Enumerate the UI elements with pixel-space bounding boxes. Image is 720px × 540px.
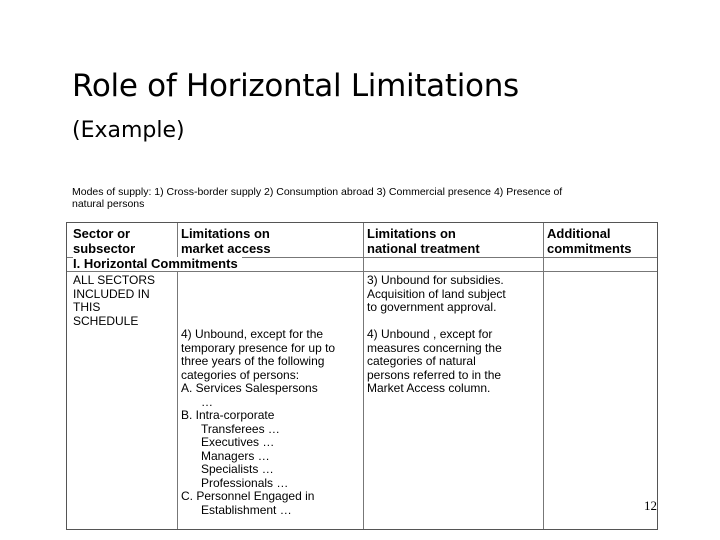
section-title: I. Horizontal Commitments [73, 257, 242, 271]
ma-mode4-line: Establishment … [201, 502, 292, 517]
ma-mode4-line: Managers … [201, 448, 270, 463]
ma-mode4-line: Professionals … [201, 475, 289, 490]
nt-mode4-line: 4) Unbound , except for [367, 327, 493, 341]
page-number: 12 [644, 498, 657, 513]
modes-line-2: natural persons [72, 198, 145, 210]
column-divider [543, 223, 544, 529]
header-sector-line: Sector or [73, 226, 131, 241]
ma-mode4-cell [181, 328, 335, 517]
nt-mode4-line: measures concerning the [367, 340, 502, 355]
nt-mode3-cell [367, 274, 506, 315]
header-additional-line: commitments [547, 241, 632, 256]
schedule-table [66, 222, 658, 530]
ma-mode4-line: … [201, 394, 213, 409]
sector-line: ALL SECTORS [73, 273, 156, 287]
slide-title: Role of Horizontal Limitations [72, 68, 519, 104]
ma-mode4-line: Transferees … [201, 421, 280, 436]
nt-mode3-line: Acquisition of land subject [367, 286, 506, 301]
nt-mode4-line: persons referred to in the [367, 367, 502, 382]
modes-line-1: Modes of supply: 1) Cross-border supply 2) Consumption abroad 3) Commercial presence 4) Presence of [72, 186, 563, 198]
header-additional-line: Additional [547, 226, 611, 241]
ma-mode4-line: temporary presence for up to [181, 340, 336, 355]
slide-subtitle: (Example) [72, 118, 185, 143]
nt-mode4-line: categories of natural [367, 354, 476, 368]
ma-mode4-line: categories of persons: [181, 367, 300, 382]
header-national-treatment [367, 226, 480, 256]
header-national-treatment-line: national treatment [367, 241, 480, 256]
modes-of-supply [72, 186, 662, 210]
header-national-treatment-line: Limitations on [367, 226, 456, 241]
sector-line: THIS [73, 300, 101, 314]
ma-mode4-line: C. Personnel Engaged in [181, 489, 315, 503]
ma-mode4-line: 4) Unbound, except for the [181, 327, 324, 341]
nt-mode3-line: 3) Unbound for subsidies. [367, 273, 504, 287]
ma-mode4-line: A. Services Salespersons [181, 381, 318, 395]
header-additional-commitments [547, 226, 632, 256]
nt-mode4-line: Market Access column. [367, 381, 491, 395]
sector-cell [73, 274, 155, 328]
header-sector [73, 226, 135, 256]
header-market-access-line: Limitations on [181, 226, 270, 241]
header-sector-line: subsector [73, 241, 136, 256]
row-divider [67, 271, 657, 272]
ma-mode4-line: three years of the following [181, 354, 325, 368]
header-market-access [181, 226, 271, 256]
sector-line: INCLUDED IN [73, 286, 150, 301]
ma-mode4-line: B. Intra-corporate [181, 408, 275, 422]
ma-mode4-line: Specialists … [201, 462, 274, 476]
column-divider [363, 223, 364, 529]
nt-mode4-cell [367, 328, 502, 396]
ma-mode4-line: Executives … [201, 435, 275, 449]
sector-line: SCHEDULE [73, 313, 139, 328]
header-market-access-line: market access [181, 241, 271, 256]
nt-mode3-line: to government approval. [367, 300, 497, 314]
